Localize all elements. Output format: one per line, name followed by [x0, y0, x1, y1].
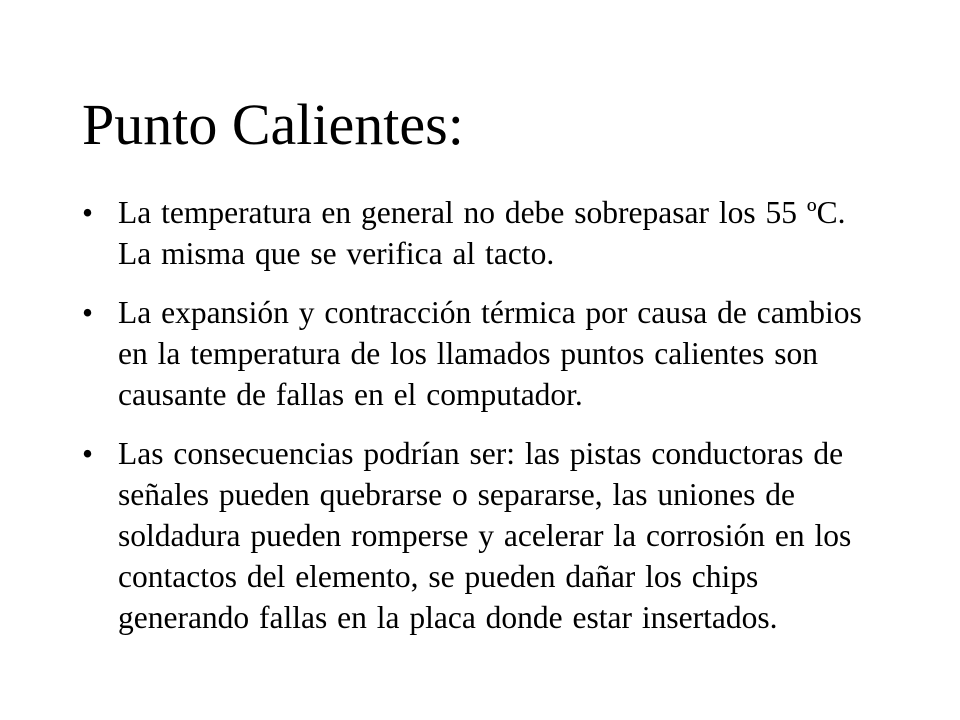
bullet-text: La temperatura en general no debe sobrepasar los 55 ºC. La misma que se verifica al tacto. [118, 195, 846, 271]
bullet-text: La expansión y contracción térmica por causa de cambios en la temperatura de los llamados puntos calientes son causante de fallas en el computador. [118, 295, 862, 412]
bullet-icon: • [82, 295, 94, 330]
bullet-icon: • [82, 436, 94, 471]
bullet-item-consequences [82, 433, 882, 638]
bullet-item-temperature [82, 192, 882, 274]
slide-title: Punto Calientes: [82, 92, 464, 157]
bullet-item-expansion [82, 292, 882, 415]
bullet-icon: • [82, 195, 94, 230]
bullet-list [82, 192, 882, 638]
bullet-text: Las consecuencias podrían ser: las pistas conductoras de señales pueden quebrarse o separarse, las uniones de soldadura pueden romperse y acelerar la corrosión en los contactos del elemento, se pueden dañar los chips generando fallas en la placa donde estar insertados. [118, 436, 852, 635]
